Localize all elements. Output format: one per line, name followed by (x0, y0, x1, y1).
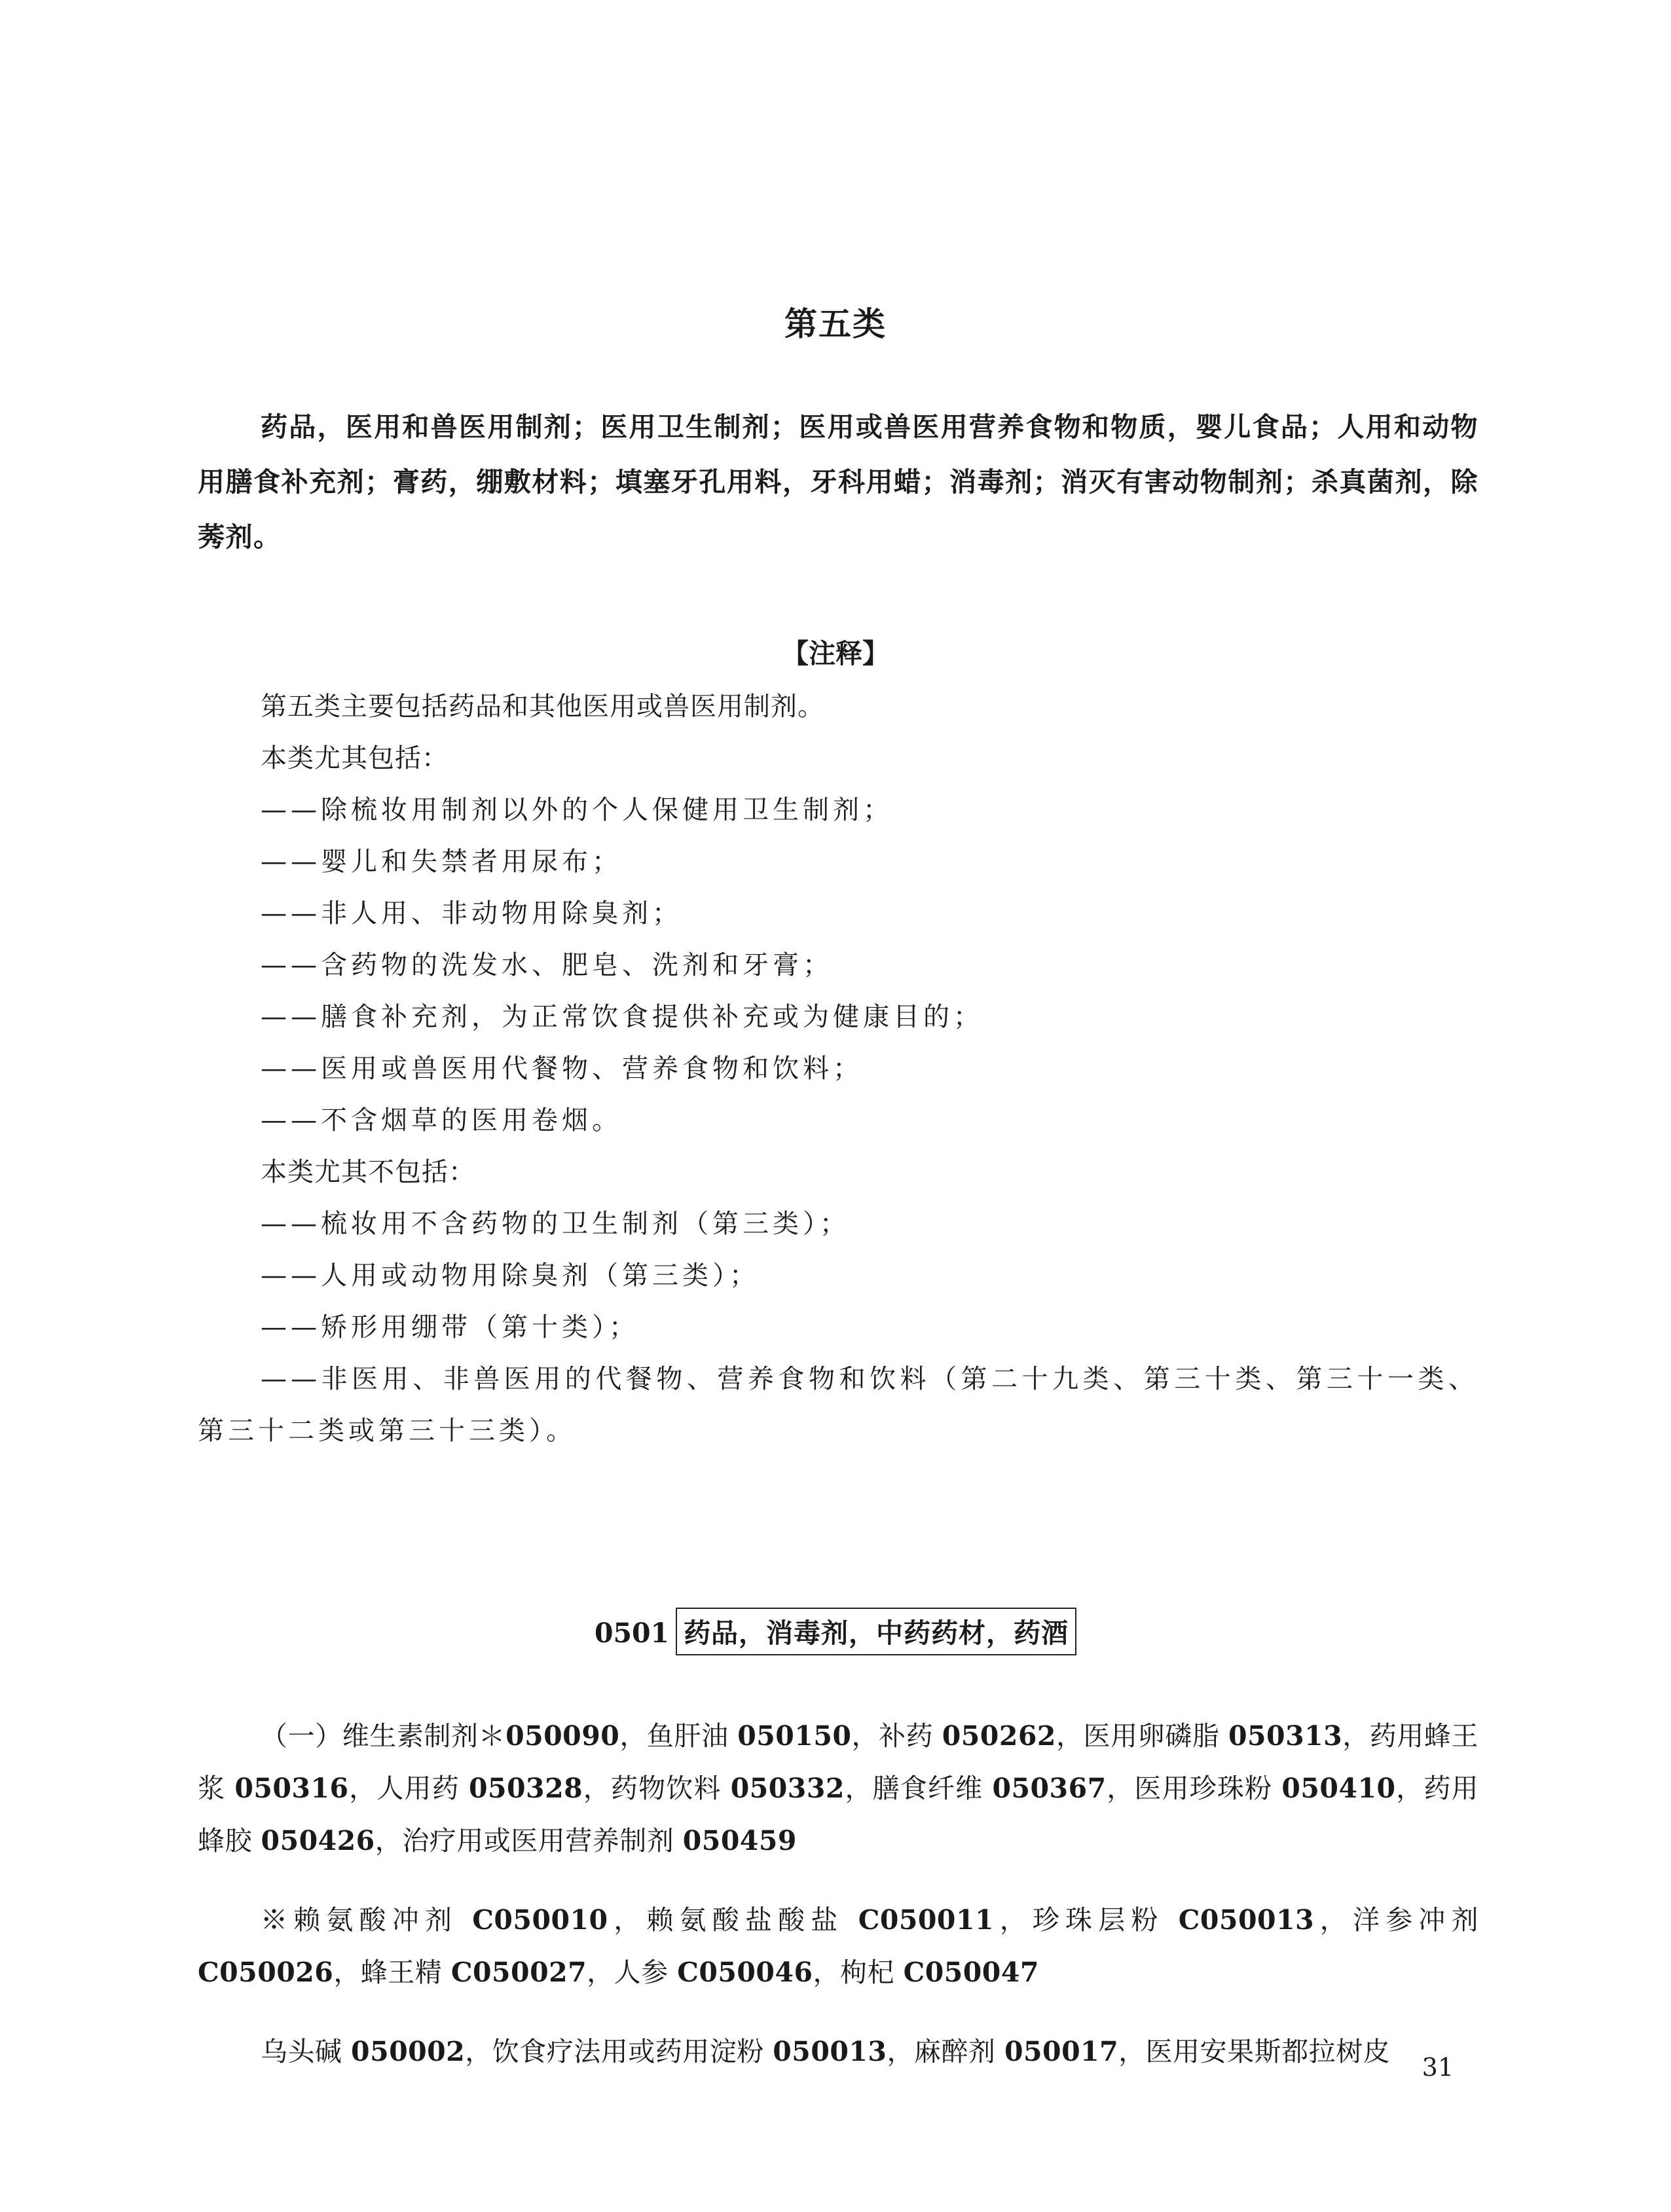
goods-code: C050013 (1178, 1904, 1315, 1936)
goods-code: 050367 (992, 1773, 1107, 1804)
goods-code: 050013 (773, 2036, 887, 2067)
group-title: 药品，消毒剂，中药药材，药酒 (676, 1608, 1076, 1655)
goods-code: C050010 (472, 1904, 608, 1936)
goods-code: 050090 (505, 1720, 620, 1752)
goods-code: 050410 (1281, 1773, 1396, 1804)
goods-paragraph (198, 1710, 1478, 1867)
goods-name: ，洋参冲剂 (1314, 1904, 1478, 1936)
goods-name: ，赖氨酸盐酸盐 (608, 1904, 858, 1936)
includes-item: ——含药物的洗发水、肥皂、洗剂和牙膏； (261, 950, 833, 980)
excludes-item: ——非医用、非兽医用的代餐物、营养食物和饮料（第二十九类、第三十类、第三十一类、第三十二类或第三十三类）。 (198, 1364, 1478, 1446)
goods-code: C050027 (450, 1957, 587, 1988)
goods-code: 050316 (234, 1773, 349, 1804)
goods-list (198, 1683, 1478, 2083)
goods-name: ，药用蜂胶 (198, 1773, 1478, 1856)
goods-name: ※赖氨酸冲剂 (261, 1904, 473, 1936)
goods-name: （一）维生素制剂＊ (261, 1720, 506, 1752)
excludes-item: ——梳妆用不含药物的卫生制剂（第三类）； (261, 1209, 850, 1239)
goods-name: ，治疗用或医用营养制剂 (375, 1825, 683, 1856)
goods-code: C050026 (198, 1957, 334, 1988)
notes-intro: 第五类主要包括药品和其他医用或兽医用制剂。 (261, 691, 824, 722)
goods-name: ，人参 (587, 1957, 678, 1988)
class-title: 第五类 (784, 305, 887, 343)
goods-name: 乌头碱 (261, 2036, 352, 2067)
goods-name: ，补药 (851, 1720, 942, 1752)
goods-code: C050011 (858, 1904, 995, 1936)
includes-item: ——不含烟草的医用卷烟。 (261, 1105, 622, 1135)
goods-name: ，珍珠层粉 (994, 1904, 1179, 1936)
goods-code: 050426 (261, 1825, 375, 1856)
includes-item: ——医用或兽医用代餐物、营养食物和饮料； (261, 1054, 863, 1084)
includes-item: ——膳食补充剂，为正常饮食提供补充或为健康目的； (261, 1002, 983, 1032)
goods-name: ，医用安果斯都拉树皮 (1118, 2036, 1391, 2067)
class-heading: 药品，医用和兽医用制剂；医用卫生制剂；医用或兽医用营养食物和物质，婴儿食品；人用和动物用膳食补充剂；膏药，绷敷材料；填塞牙孔用料，牙科用蜡；消毒剂；消灭有害动物制剂；杀真菌剂，除莠剂。 (198, 411, 1478, 553)
goods-name: ，饮食疗法用或药用淀粉 (465, 2036, 773, 2067)
goods-name: ，麻醉剂 (887, 2036, 1004, 2067)
excludes-item: ——矫形用绷带（第十类）； (261, 1312, 639, 1342)
goods-name: ，药用蜂王浆 (198, 1720, 1478, 1804)
goods-paragraph (198, 2025, 1478, 2078)
notes-section (198, 681, 1478, 1457)
goods-code: 050459 (682, 1825, 797, 1856)
goods-name: ，医用卵磷脂 (1056, 1720, 1228, 1752)
excludes-item: ——人用或动物用除臭剂（第三类）； (261, 1261, 760, 1291)
goods-name: ，鱼肝油 (619, 1720, 738, 1752)
goods-code: C050046 (677, 1957, 813, 1988)
goods-code: 050262 (942, 1720, 1056, 1752)
goods-code: 050328 (468, 1773, 583, 1804)
goods-code: 050332 (730, 1773, 845, 1804)
page-number: 31 (1422, 2053, 1454, 2082)
goods-name: ，医用珍珠粉 (1106, 1773, 1282, 1804)
goods-name: ，枸杞 (813, 1957, 904, 1988)
goods-code: C050047 (903, 1957, 1039, 1988)
includes-item: ——婴儿和失禁者用尿布； (261, 847, 622, 877)
includes-label: 本类尤其包括： (261, 743, 449, 773)
goods-name: ，药物饮料 (583, 1773, 731, 1804)
goods-name: ，膳食纤维 (844, 1773, 993, 1804)
goods-name: ，人用药 (348, 1773, 469, 1804)
includes-item: ——除梳妆用制剂以外的个人保健用卫生制剂； (261, 795, 893, 825)
notes-title: 【注释】 (782, 638, 889, 669)
goods-code: 050150 (737, 1720, 852, 1752)
excludes-label: 本类尤其不包括： (261, 1157, 475, 1187)
includes-item: ——非人用、非动物用除臭剂； (261, 898, 682, 929)
goods-code: 050017 (1004, 2036, 1119, 2067)
goods-paragraph (198, 1894, 1478, 1999)
goods-code: 050313 (1228, 1720, 1343, 1752)
goods-name: ，蜂王精 (333, 1957, 451, 1988)
group-code: 0501 (594, 1617, 670, 1649)
group-heading (0, 1608, 1671, 1655)
goods-code: 050002 (351, 2036, 466, 2067)
